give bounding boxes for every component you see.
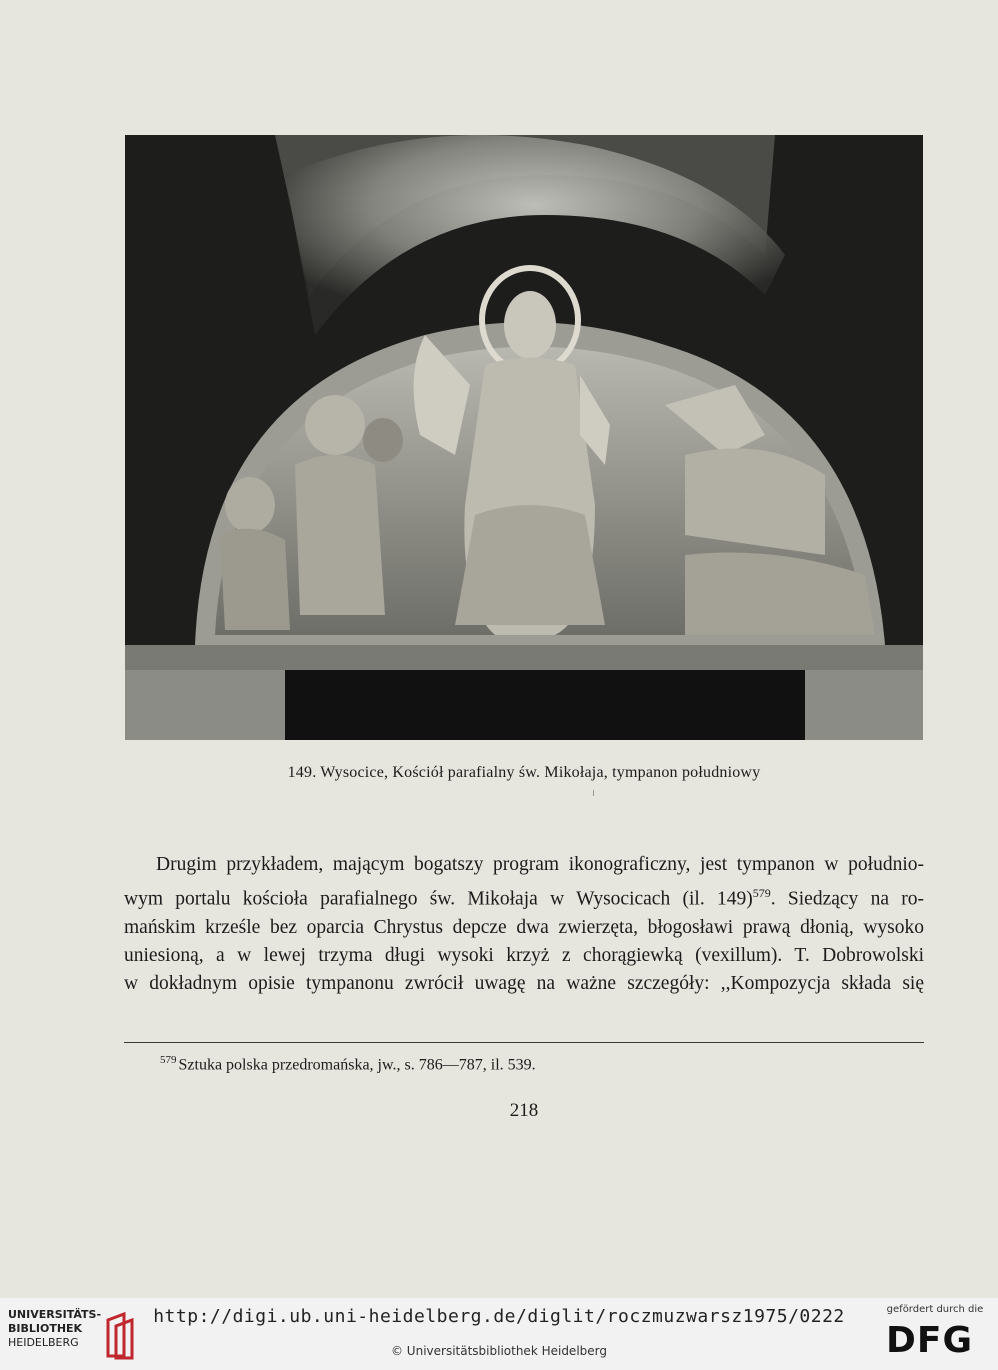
photo-tympanum [125,135,923,740]
footnote-number: 579 [160,1054,177,1066]
page-number: 218 [509,1100,539,1121]
library-line-1: UNIVERSITÄTS- [8,1308,102,1321]
caption-mark [593,790,598,796]
body-paragraph [124,851,924,998]
body-line-2-tail: . Siedzący na ro- [770,888,924,910]
body-line-2 [124,879,924,914]
body-line-2-text: wym portalu kościoła parafialnego św. Mikołaja w Wysocicach (il. 149) [124,888,753,910]
dfg-funding-logo[interactable] [880,1304,990,1364]
body-line-4: uniesioną, a w lewej trzyma długi wysoki krzyż z chorągiewką (vexillum). T. Dobrowolski [124,944,924,966]
library-line-3: HEIDELBERG [8,1336,79,1349]
body-line-5: w dokładnym opisie tympanonu zwrócił uwagę na ważne szczegóły: ,,Kompozycja składa się [124,972,924,994]
body-line-1: Drugim przykładem, mającym bogatszy program ikonograficzny, jest tympanon w południo- [156,854,924,875]
digitization-footer [0,1298,998,1370]
figure-caption: 149. Wysocice, Kościół parafialny św. Mikołaja, tympanon południowy [287,764,761,781]
footnote-text: Sztuka polska przedromańska, jw., s. 786—787, il. 539. [178,1056,536,1074]
body-line-3: mańskim krześle bez oparcia Chrystus depcze dwa zwierzęta, błogosławi prawą dłonią, wysoko [124,916,924,938]
library-line-2: BIBLIOTHEK [8,1322,83,1335]
dfg-logo-icon: DFG [886,1320,974,1361]
copyright-notice: © Universitätsbibliothek Heidelberg [390,1344,607,1358]
permalink-url[interactable]: http://digi.ub.uni-heidelberg.de/diglit/roczmuzwarsz1975/0222 [153,1306,845,1327]
dfg-label: gefördert durch die [886,1304,984,1315]
tympanum-illustration [125,135,923,740]
footnote [160,1054,536,1074]
footnote-divider [124,1042,924,1043]
footnote-reference[interactable]: 579 [752,886,771,900]
